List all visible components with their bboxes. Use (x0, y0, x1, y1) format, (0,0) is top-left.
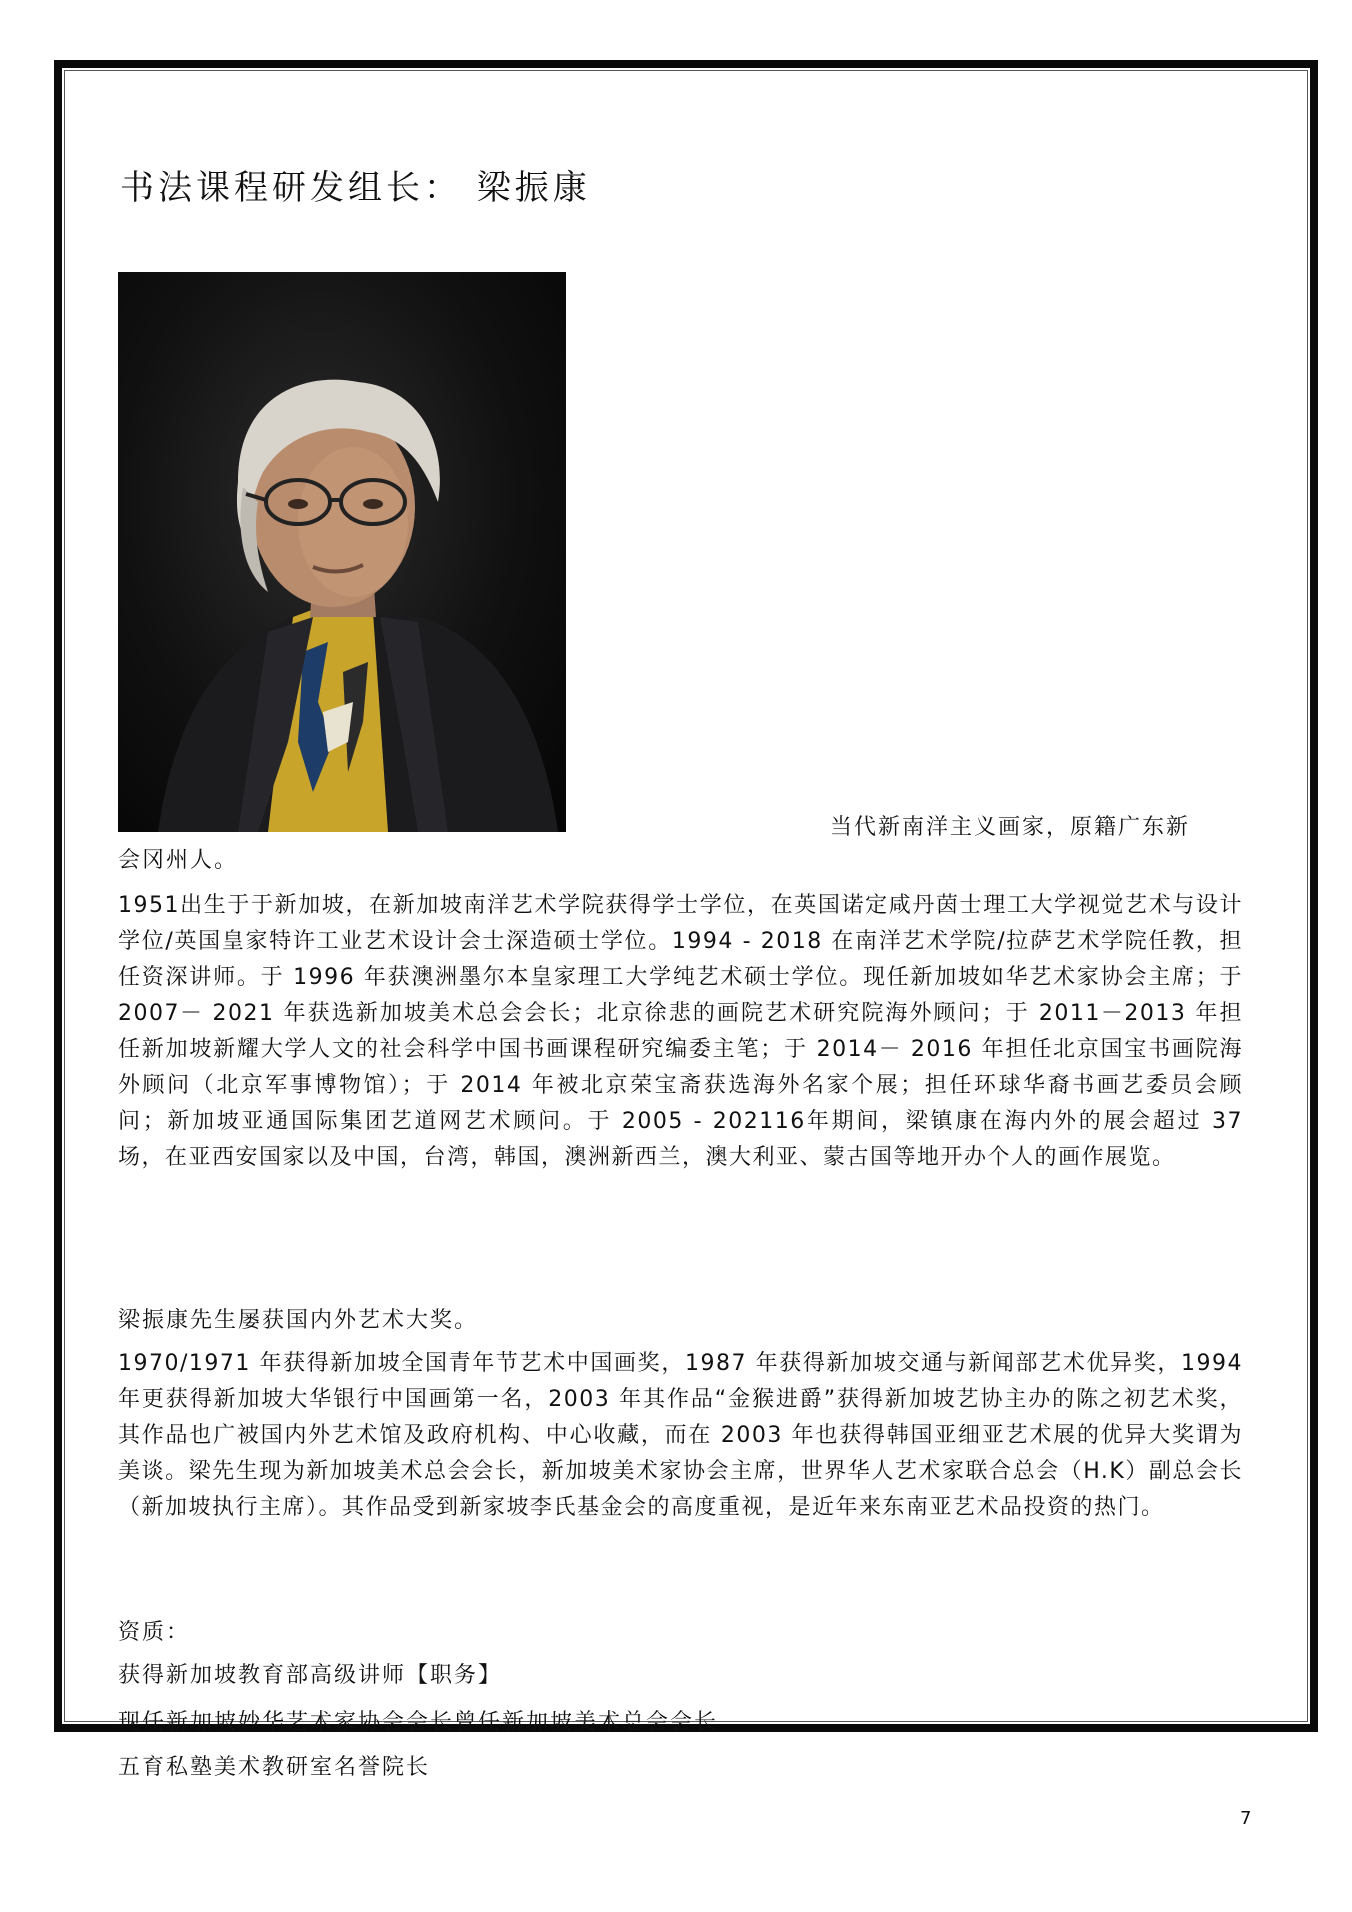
qualification-item: 获得新加坡教育部高级讲师【职务】 (118, 1663, 503, 1688)
qualifications-label: 资质： (118, 1620, 191, 1645)
photo-caption-line2: 会冈州人。 (118, 848, 239, 873)
qualification-item: 现任新加坡妙华艺术家协会会长曾任新加坡美术总会会长 (118, 1710, 719, 1735)
qualification-item: 五育私塾美术教研室名誉院长 (118, 1755, 431, 1780)
page-title: 书法课程研发组长： 梁振康 (120, 168, 591, 208)
photo-caption-line1: 当代新南洋主义画家，原籍广东新 (830, 815, 1191, 840)
biography-paragraph: 1951出生于于新加坡，在新加坡南洋艺术学院获得学士学位，在英国诺定咸丹茵士理工大学视觉艺术与设计学位/英国皇家特许工业艺术设计会士深造硕士学位。1994 - 2018 在南洋艺术学院/拉萨艺术学院任教，担任资深讲师。于 1996 年获澳洲墨尔本皇家理工大学纯艺术硕士学位。现任新加坡如华艺术家协会主席；于2007－ 2021 年获选新加坡美术总会会长；北京徐悲的画院艺术研究院海外顾问；于 2011－2013 年担任新加坡新耀大学人文的社会科学中国书画课程研究编委主笔；于 2014－ 2016 年担任北京国宝书画院海外顾问（北京军事博物馆）；于 2014 年被北京荣宝斋获选海外名家个展；担任环球华裔书画艺委员会顾问；新加坡亚通国际集团艺道网艺术顾问。于 2005 - 202116年期间，梁镇康在海内外的展会超过 37 场，在亚西安国家以及中国，台湾，韩国，澳洲新西兰，澳大利亚、蒙古国等地开办个人的画作展览。 (118, 893, 1243, 1170)
portrait-photo (118, 272, 566, 832)
awards-paragraph: 1970/1971 年获得新加坡全国青年节艺术中国画奖，1987 年获得新加坡交通与新闻部艺术优异奖，1994 年更获得新加坡大华银行中国画第一名，2003 年其作品“金猴进爵”获得新加坡艺协主办的陈之初艺术奖，其作品也广被国内外艺术馆及政府机构、中心收藏，而在 2003 年也获得韩国亚细亚艺术展的优异大奖谓为美谈。梁先生现为新加坡美术总会会长，新加坡美术家协会主席，世界华人艺术家联合总会（H.K）副总会长（新加坡执行主席）。其作品受到新家坡李氏基金会的高度重视，是近年来东南亚艺术品投资的热门。 (118, 1351, 1243, 1520)
awards-heading: 梁振康先生屡获国内外艺术大奖。 (118, 1308, 479, 1333)
page-number: 7 (1240, 1808, 1252, 1829)
